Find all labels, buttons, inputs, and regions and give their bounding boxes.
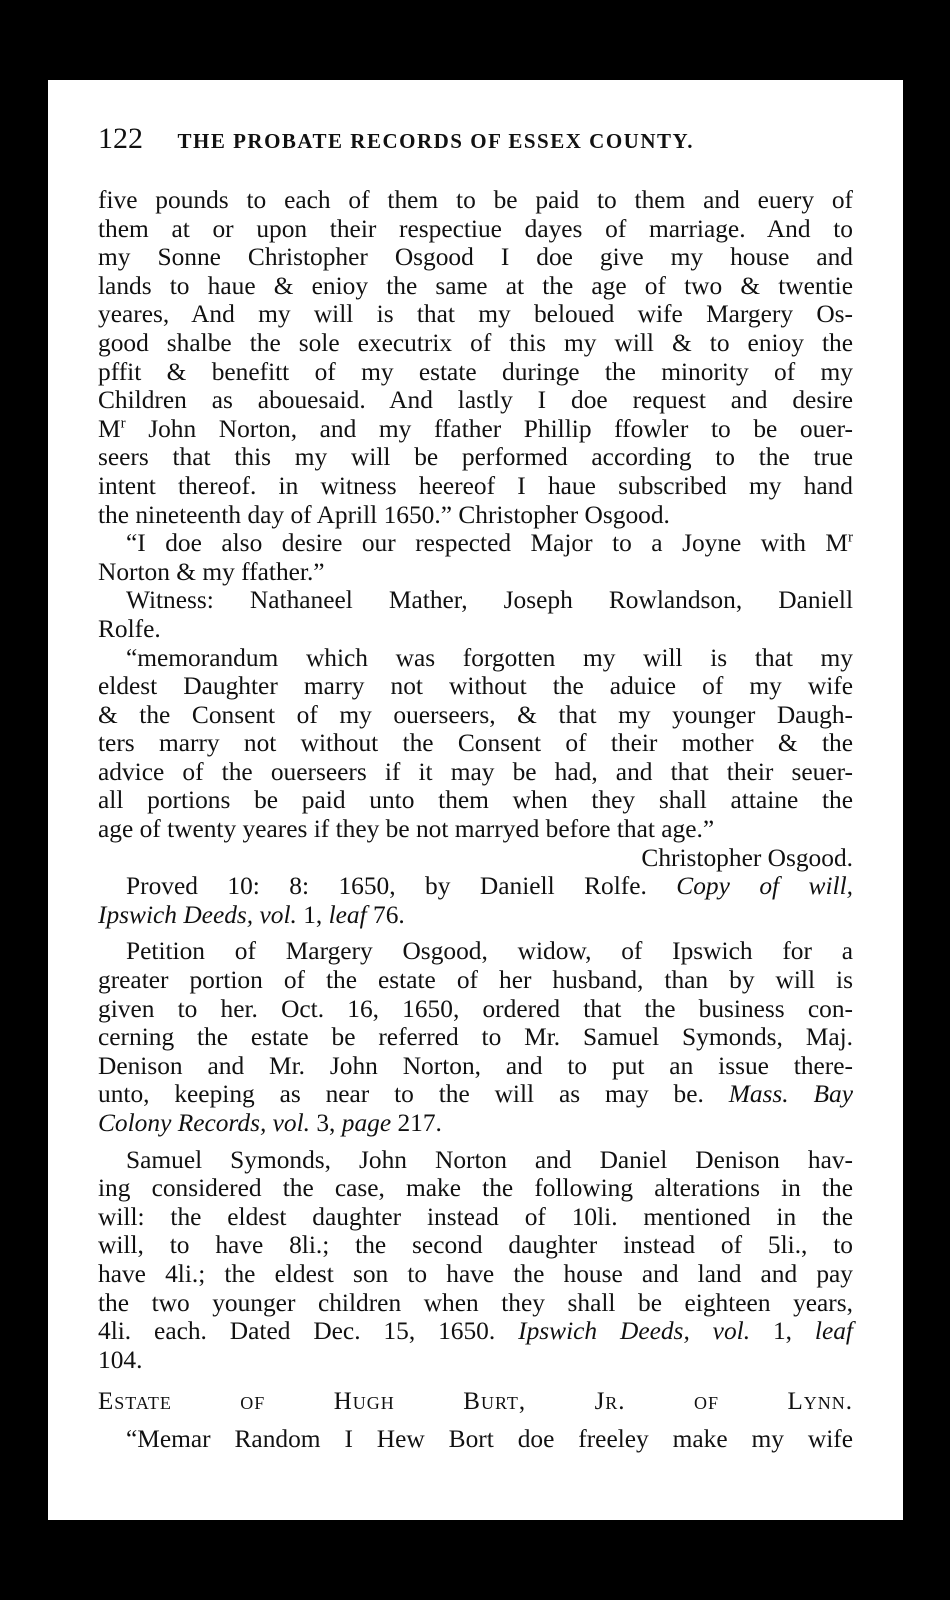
text-line [98,1317,853,1346]
book-page [48,80,903,1520]
text-line [98,901,853,930]
text-line: & the Consent of my ouerseers, & that my younger Daugh- [98,700,853,729]
text-line: pffit & benefitt of my estate duringe the minority of my [98,357,853,386]
text-span: 76. [366,900,405,929]
superscript: r [120,415,126,432]
text-line: Norton & my ffather.” [98,557,325,586]
text-line: good shalbe the sole executrix of this my will & to enioy the [98,328,853,357]
body-text [98,186,853,1454]
text-span: John Norton, and my ffather Phillip ffowler to be ouer- [125,414,853,443]
text-line: seers that this my will be performed according to the true [98,443,853,472]
text-span: Proved 10: 8: 1650, by Daniell Rolfe. [126,872,647,901]
text-line: greater portion of the estate of her husband, than by will is [98,966,853,995]
text-line: will, to have 8li.; the second daughter instead of 5li., to [98,1231,853,1260]
text-line: ing considered the case, make the following alterations in the [98,1174,853,1203]
text-span: 4li. each. Dated Dec. 15, 1650. [98,1317,496,1346]
running-header [98,122,858,156]
text-line [98,1080,853,1109]
text-line: Children as abouesaid. And lastly I doe request and desire [98,386,853,415]
text-span: M [98,414,121,443]
text-line [98,1109,853,1138]
text-line: age of twenty yeares if they be not marryed before that age.” [98,815,715,844]
section-heading: Estate of Hugh Burt, Jr. of Lynn. [98,1388,853,1416]
page-number: 122 [98,122,143,155]
text-line [98,872,853,901]
text-line: “memorandum which was forgotten my will is that my [126,643,853,672]
text-span: 1, [750,1317,815,1346]
paragraph-gap [98,929,853,937]
text-line [98,415,853,444]
superscript: r [848,529,853,546]
section-gap [98,1417,853,1425]
text-line: them at or upon their respectiue dayes of marriage. And to [98,214,853,243]
text-line: will: the eldest daughter instead of 10li. mentioned in the [98,1202,853,1231]
text-line: 104. [98,1345,143,1374]
text-span: unto, keeping as near to the will as may be. [98,1080,704,1109]
text-line: intent thereof. in witness heereof I haue subscribed my hand [98,471,853,500]
text-line: Witness: Nathaneel Mather, Joseph Rowlandson, Daniell [126,586,853,615]
text-line: advice of the ouerseers if it may be had, and that their seuer- [98,757,853,786]
citation: Ipswich Deeds, vol. [98,900,297,929]
text-line: Samuel Symonds, John Norton and Daniel Denison hav- [126,1145,853,1174]
paragraph-gap [98,1138,853,1146]
section-gap [98,1374,853,1388]
citation: Mass. Bay [728,1080,853,1109]
text-span: 3, [310,1109,342,1137]
citation: leaf [814,1317,853,1346]
text-span: “I doe also desire our respected Major to a Joyne with M [126,529,848,558]
text-line: Petition of Margery Osgood, widow, of Ipswich for a [126,937,853,966]
text-line: lands to haue & enioy the same at the age of two & twentie [98,271,853,300]
running-title: THE PROBATE RECORDS OF ESSEX COUNTY. [177,129,694,153]
text-line: have 4li.; the eldest son to have the house and land and pay [98,1259,853,1288]
text-line [98,529,853,558]
text-line: ters marry not without the Consent of their mother & the [98,729,853,758]
text-line: my Sonne Christopher Osgood I doe give my house and [98,243,853,272]
citation: Ipswich Deeds, vol. [518,1317,751,1346]
text-line: cerning the estate be referred to Mr. Samuel Symonds, Maj. [98,1023,853,1052]
text-line: “Memar Random I Hew Bort doe freeley make my wife [126,1424,853,1453]
text-line: yeares, And my will is that my beloued wife Margery Os- [98,300,853,329]
text-line: Denison and Mr. John Norton, and to put an issue there- [98,1051,853,1080]
text-span: 217. [391,1109,442,1137]
text-line: eldest Daughter marry not without the aduice of my wife [98,672,853,701]
text-line: given to her. Oct. 16, 1650, ordered that the business con- [98,994,853,1023]
text-line: five pounds to each of them to be paid to them and euery of [98,186,853,214]
citation: Colony Records, vol. [98,1109,311,1137]
text-span: 1, [296,900,329,929]
citation: page [341,1109,392,1137]
citation: leaf [328,900,367,929]
signature-line: Christopher Osgood. [641,843,853,872]
text-line: Rolfe. [98,614,161,643]
text-line: the two younger children when they shall be eighteen years, [98,1288,853,1317]
text-line: all portions be paid unto them when they shall attaine the [98,786,853,815]
citation: Copy of will, [676,872,853,901]
text-line: the nineteenth day of Aprill 1650.” Christopher Osgood. [98,500,670,529]
